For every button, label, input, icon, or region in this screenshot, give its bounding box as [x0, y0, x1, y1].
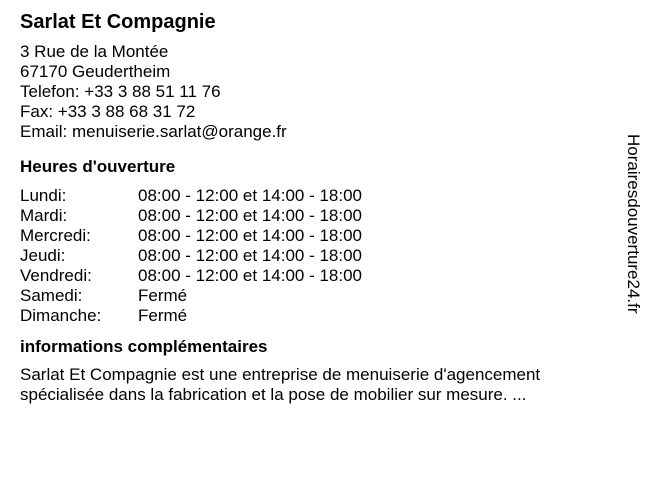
address-street: 3 Rue de la Montée	[20, 42, 169, 61]
hours-time: 08:00 - 12:00 et 14:00 - 18:00	[138, 266, 363, 285]
hours-day: Dimanche:	[20, 306, 102, 325]
hours-table	[20, 186, 620, 326]
hours-row-vendredi	[20, 266, 620, 286]
hours-heading: Heures d'ouverture	[20, 157, 176, 176]
hours-time: 08:00 - 12:00 et 14:00 - 18:00	[138, 206, 363, 225]
hours-day: Samedi:	[20, 286, 83, 305]
business-card	[20, 10, 620, 405]
hours-row-samedi	[20, 286, 620, 306]
business-name: Sarlat Et Compagnie	[20, 11, 216, 33]
business-description: Sarlat Et Compagnie est une entreprise de menuiserie d'agencement spécialisée dans la fabrication et la pose de mobilier sur mesure. ...	[20, 365, 541, 404]
hours-time: Fermé	[138, 286, 188, 305]
fax-line: Fax: +33 3 88 68 31 72	[20, 102, 196, 121]
hours-row-mercredi	[20, 226, 620, 246]
hours-time: 08:00 - 12:00 et 14:00 - 18:00	[138, 186, 363, 205]
hours-day: Vendredi:	[20, 266, 92, 285]
hours-row-lundi	[20, 186, 620, 206]
hours-day: Mercredi:	[20, 226, 91, 245]
email-line: Email: menuiserie.sarlat@orange.fr	[20, 122, 287, 141]
address-city: 67170 Geudertheim	[20, 62, 171, 81]
hours-day: Mardi:	[20, 206, 68, 225]
hours-row-mardi	[20, 206, 620, 226]
hours-day: Lundi:	[20, 186, 67, 205]
site-watermark: Horairesdouverture24.fr	[624, 134, 643, 314]
hours-time: 08:00 - 12:00 et 14:00 - 18:00	[138, 226, 363, 245]
info-heading: informations complémentaires	[20, 337, 268, 356]
hours-row-dimanche	[20, 306, 620, 326]
hours-time: 08:00 - 12:00 et 14:00 - 18:00	[138, 246, 363, 265]
hours-row-jeudi	[20, 246, 620, 266]
phone-line: Telefon: +33 3 88 51 11 76	[20, 82, 221, 101]
hours-day: Jeudi:	[20, 246, 66, 265]
hours-time: Fermé	[138, 306, 188, 325]
